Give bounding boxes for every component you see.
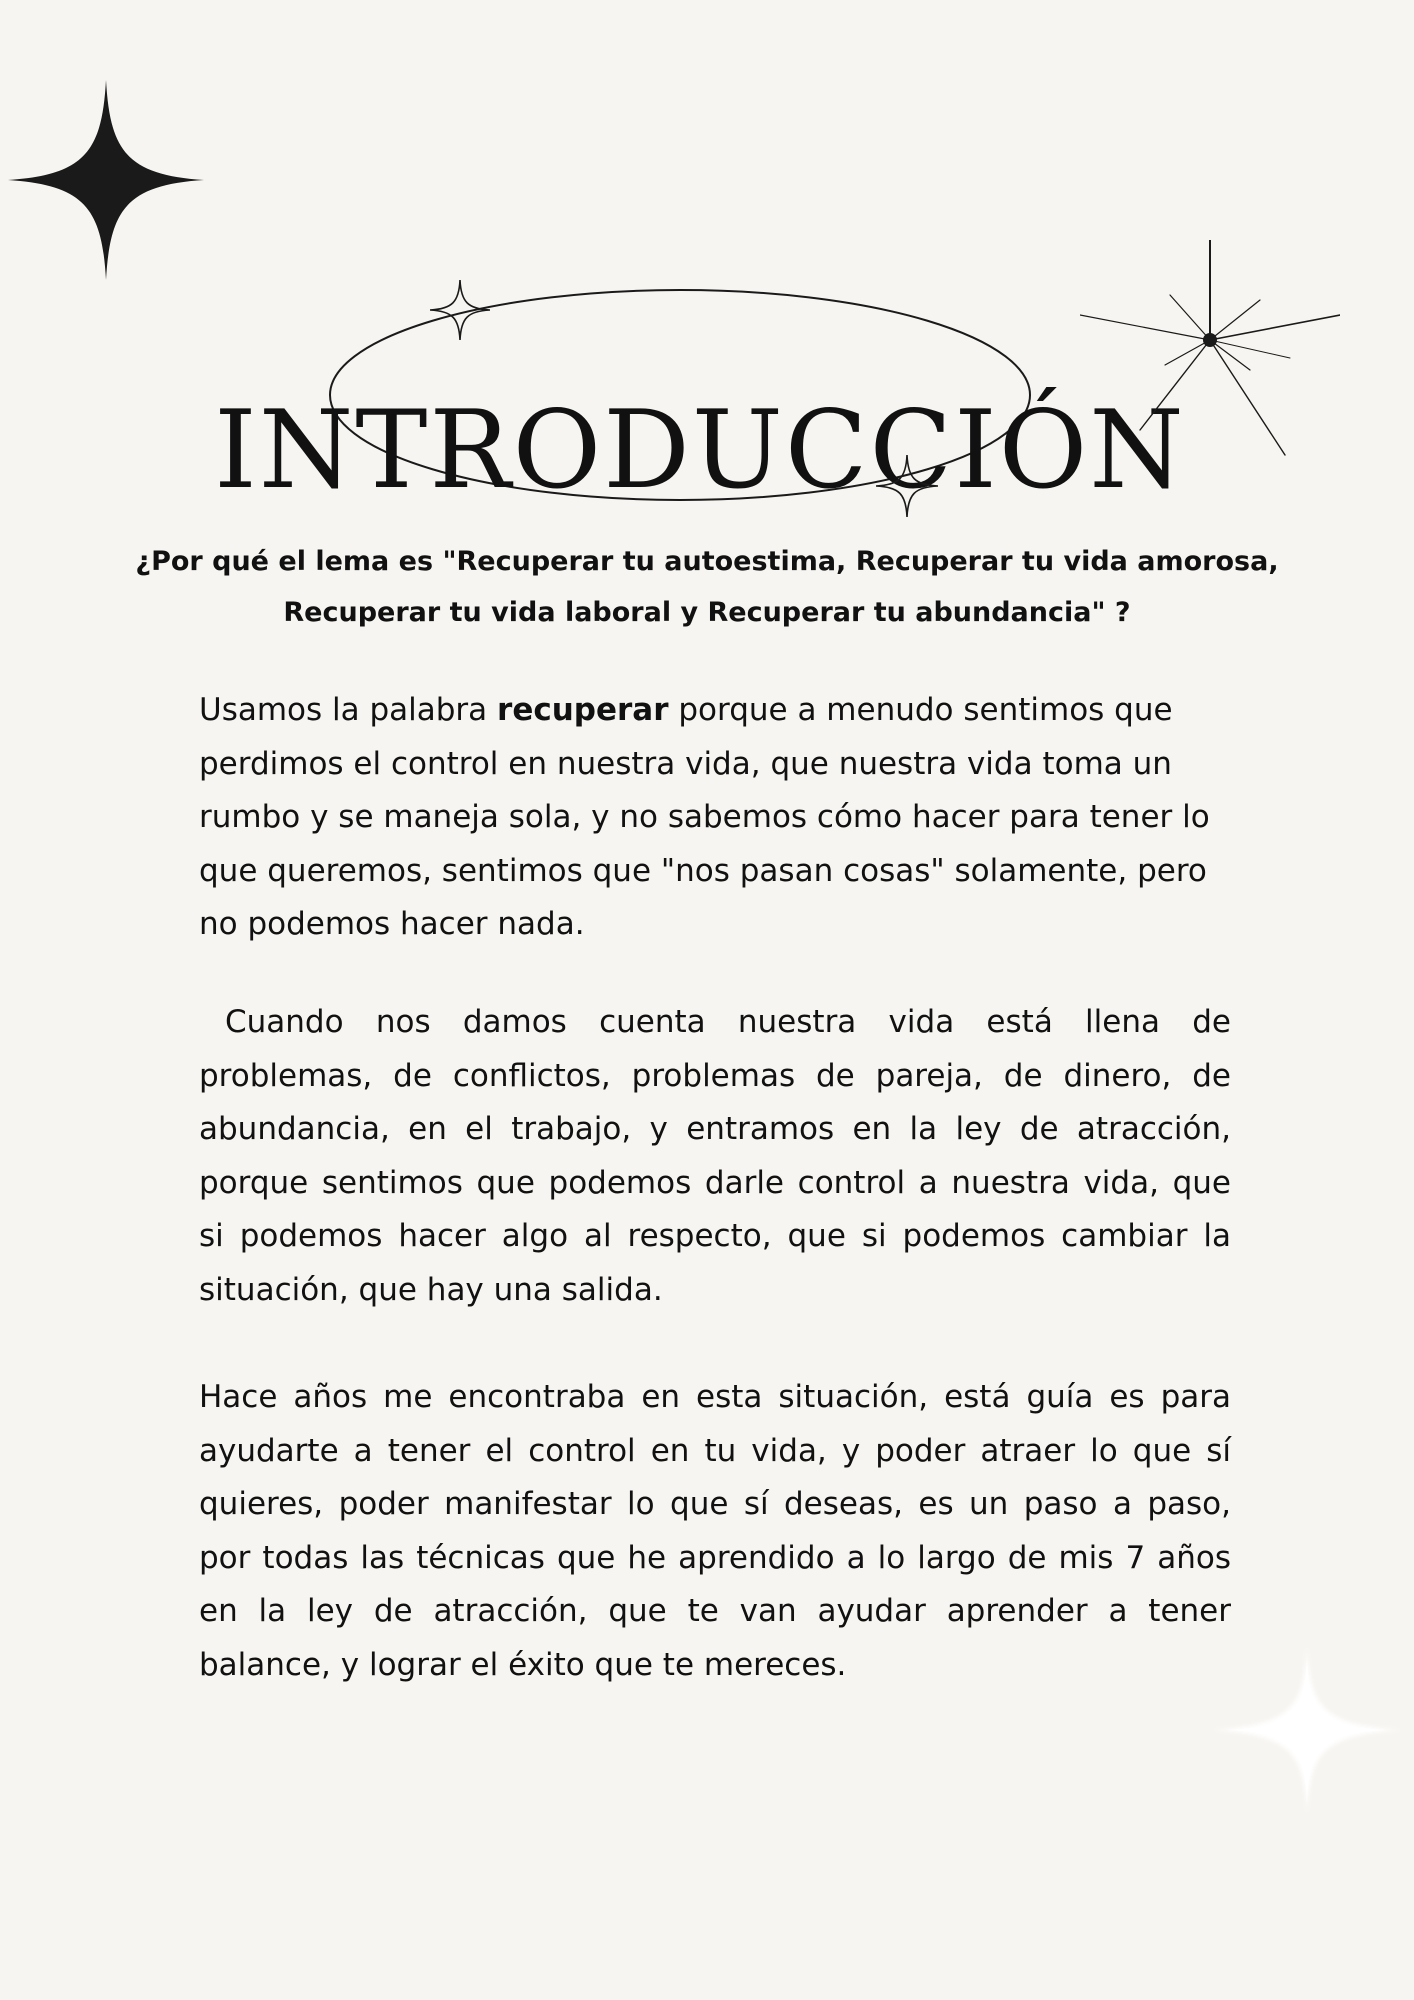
white-star-icon xyxy=(1212,1645,1402,1815)
paragraph-1 xyxy=(199,684,1231,952)
small-sparkle-icon xyxy=(430,280,490,340)
paragraph-3: Hace años me encontraba en esta situación, está guía es para ayudarte a tener el control en tu vida, y poder atraer lo que sí quieres, poder manifestar lo que sí deseas, es un paso a paso, por todas las técnicas que he aprendido a lo largo de mis 7 años en la ley de atracción, que te van ayudar aprender a tener balance, y lograr el éxito que te mereces. xyxy=(199,1379,1231,1683)
paragraph-1-start: Usamos la palabra xyxy=(199,692,498,728)
paragraph-1-rest: porque a menudo sentimos que perdimos el control en nuestra vida, que nuestra vida toma un rumbo y se maneja sola, y no sabemos cómo hacer para tener lo que queremos, sentimos que "nos pasan cosas" solamente, pero no podemos hacer nada. xyxy=(199,692,1210,942)
sparkle-burst-icon xyxy=(1080,240,1340,470)
small-sparkle-icon xyxy=(876,455,938,517)
intro-question: ¿Por qué el lema es "Recuperar tu autoestima, Recuperar tu vida amorosa, Recuperar tu vida laboral y Recuperar tu abundancia" ? xyxy=(135,546,1279,628)
title-block xyxy=(200,270,1220,520)
large-star-icon xyxy=(8,80,204,280)
paragraph-1-bold: recuperar xyxy=(497,692,669,728)
paragraph-2: Cuando nos damos cuenta nuestra vida está llena de problemas, de conflictos, problemas de pareja, de dinero, de abundancia, en el trabajo, y entramos en la ley de atracción, porque sentimos que podemos darle control a nuestra vida, que si podemos hacer algo al respecto, que si podemos cambiar la situación, que hay una salida. xyxy=(199,1004,1231,1308)
page-title: INTRODUCCIÓN xyxy=(214,388,1186,514)
